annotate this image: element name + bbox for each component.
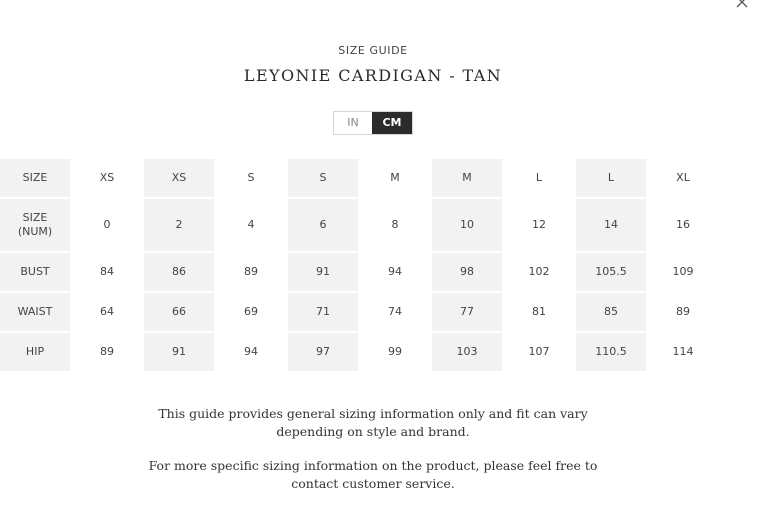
table-cell: 64 (100, 305, 114, 318)
unit-in-button[interactable]: IN (334, 112, 372, 134)
size-chart-table (0, 157, 720, 373)
row-label-line: (NUM) (17, 225, 53, 238)
modal-eyebrow: SIZE GUIDE (338, 44, 408, 57)
table-cell: XL (676, 171, 690, 184)
table-cell: 77 (432, 293, 502, 331)
table-cell: L (535, 171, 543, 184)
row-label (0, 199, 70, 251)
contact-note (0, 457, 746, 493)
table-cell: 94 (388, 265, 402, 278)
table-cell: 89 (100, 345, 114, 358)
row-label-line: SIZE (22, 211, 48, 224)
table-cell: S (288, 159, 358, 197)
table-cell: 85 (576, 293, 646, 331)
table-cell: 0 (103, 218, 111, 231)
table-cell: 107 (528, 345, 550, 358)
row-label: HIP (0, 333, 70, 371)
table-cell: 81 (532, 305, 546, 318)
table-cell: 114 (672, 345, 694, 358)
table-cell: XS (99, 171, 115, 184)
table-cell: 86 (144, 253, 214, 291)
unit-toggle (333, 111, 413, 135)
table-cell: 99 (388, 345, 402, 358)
table-cell: 91 (288, 253, 358, 291)
table-cell: 69 (244, 305, 258, 318)
table-row-bust (0, 253, 718, 291)
table-cell: S (247, 171, 255, 184)
table-cell: 16 (676, 218, 690, 231)
unit-cm-button[interactable]: CM (372, 112, 412, 134)
table-cell: 14 (576, 199, 646, 251)
row-label: WAIST (0, 293, 70, 331)
row-label: BUST (0, 253, 70, 291)
table-cell: 102 (528, 265, 550, 278)
contact-line: For more specific sizing information on the product, please feel free to (148, 458, 598, 473)
product-title: LEYONIE CARDIGAN - TAN (243, 66, 503, 85)
disclaimer-line: depending on style and brand. (276, 424, 470, 439)
table-row-size (0, 159, 718, 197)
table-cell: M (390, 171, 400, 184)
table-cell: 4 (247, 218, 255, 231)
table-row-waist (0, 293, 718, 331)
table-cell: 89 (676, 305, 690, 318)
table-cell: 2 (144, 199, 214, 251)
row-label: SIZE (0, 159, 70, 197)
table-row-hip (0, 333, 718, 371)
table-cell: 12 (532, 218, 546, 231)
table-cell: M (432, 159, 502, 197)
table-cell: XS (144, 159, 214, 197)
table-cell: 91 (144, 333, 214, 371)
table-cell: 110.5 (576, 333, 646, 371)
table-cell: 103 (432, 333, 502, 371)
table-cell: 98 (432, 253, 502, 291)
sizing-disclaimer (0, 405, 746, 441)
table-cell: 66 (144, 293, 214, 331)
close-icon (734, 0, 750, 10)
disclaimer-line: This guide provides general sizing information only and fit can vary (158, 406, 588, 421)
table-cell: L (576, 159, 646, 197)
table-cell: 89 (244, 265, 258, 278)
table-cell: 97 (288, 333, 358, 371)
table-row-size-num (0, 199, 718, 251)
table-cell: 105.5 (576, 253, 646, 291)
table-cell: 71 (288, 293, 358, 331)
table-cell: 84 (100, 265, 114, 278)
close-button[interactable] (734, 0, 750, 10)
table-cell: 8 (391, 218, 399, 231)
contact-line: contact customer service. (291, 476, 455, 491)
table-cell: 109 (672, 265, 694, 278)
table-cell: 74 (388, 305, 402, 318)
table-cell: 94 (244, 345, 258, 358)
table-cell: 6 (288, 199, 358, 251)
table-cell: 10 (432, 199, 502, 251)
